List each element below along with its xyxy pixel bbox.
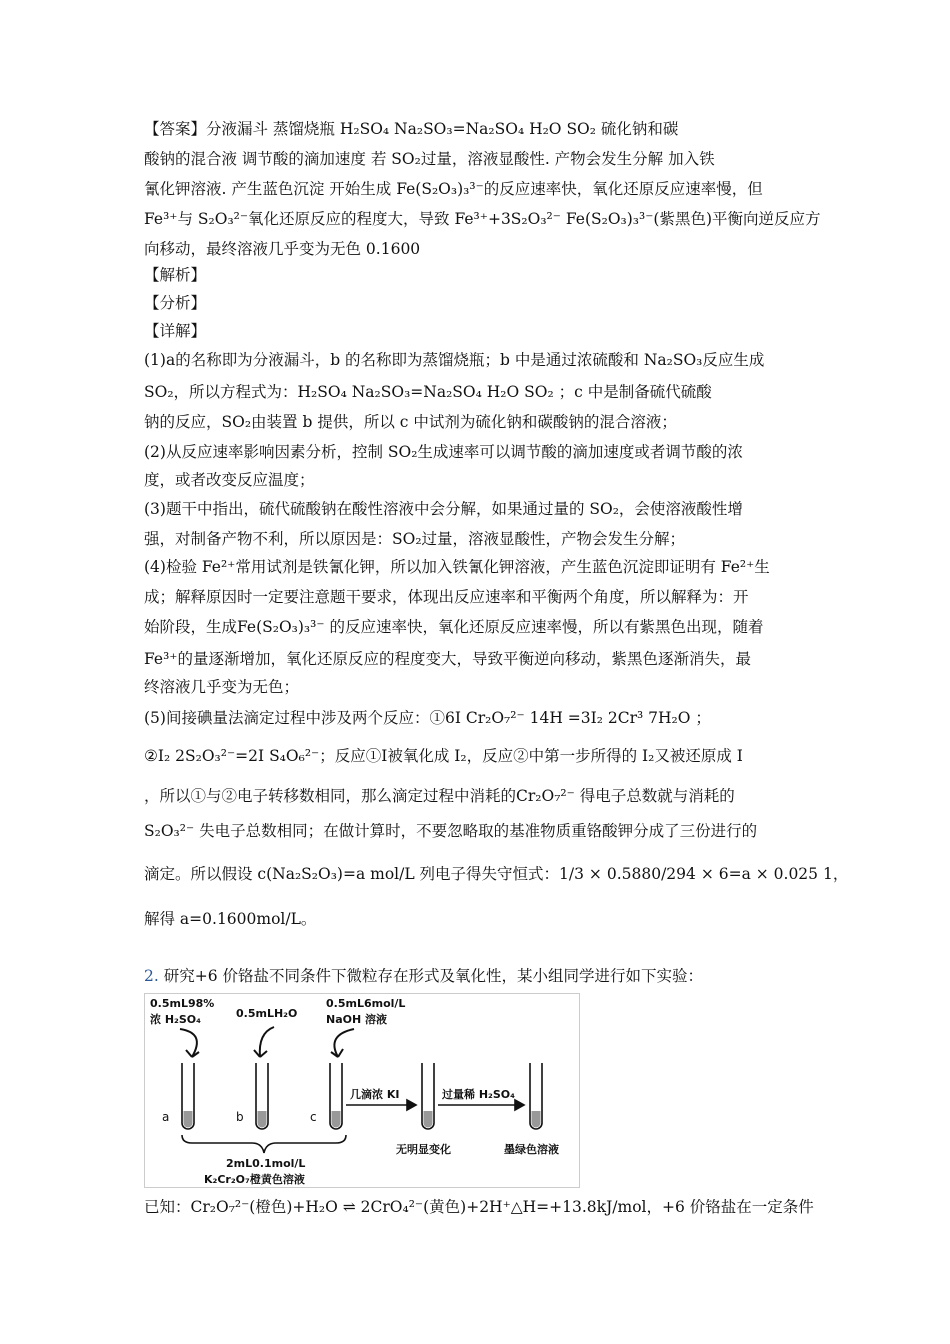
question-text: 研究+6 价铬盐不同条件下微粒存在形式及氧化性，某小组同学进行如下实验：: [163, 967, 704, 985]
result2-label: 墨绿色溶液: [504, 1143, 559, 1156]
text-line: SO₂，所以方程式为：H₂SO₄ Na₂SO₃=Na₂SO₄ H₂O SO₂ ；c 中是制备硫代硫酸: [144, 383, 712, 401]
text-line: 氰化钾溶液. 产生蓝色沉淀 开始生成 Fe(S₂O₃)₃³⁻的反应速率快，氧化还原反应速率慢，但: [144, 180, 763, 198]
text-line: 滴定。所以假设 c(Na₂S₂O₃)=a mol/L 列电子得失守恒式：1/3 × 0.5880/294 × 6=a × 0.025 1，: [144, 865, 849, 883]
section-label: 【分析】: [144, 294, 207, 312]
text-line: 强，对制备产物不利，所以原因是：SO₂过量，溶液显酸性，产物会发生分解；: [144, 530, 686, 548]
known-info-line: 已知：Cr₂O₇²⁻(橙色)+H₂O ⇌ 2CrO₄²⁻(黄色)+2H⁺△H=+13.8kJ/mol，+6 价铬盐在一定条件: [144, 1198, 814, 1216]
tube-label-c: c: [310, 1110, 317, 1124]
question-2-heading: [144, 965, 703, 987]
step1-label: 几滴浓 KI: [350, 1088, 400, 1101]
text-line: 酸钠的混合液 调节酸的滴加速度 若 SO₂过量，溶液显酸性. 产物会发生分解 加入铁: [144, 150, 715, 168]
liquid-result2: [532, 1111, 541, 1128]
experiment-diagram: [144, 993, 580, 1188]
reagent-b-label: 0.5mLH₂O: [236, 1007, 298, 1020]
reagent-c-line2: NaOH 溶液: [326, 1013, 388, 1026]
tube-label-a: a: [162, 1110, 170, 1124]
reagent-c-line1: 0.5mL6mol/L: [326, 997, 406, 1010]
text-line: (1)a的名称即为分液漏斗，b 的名称即为蒸馏烧瓶；b 中是通过浓硫酸和 Na₂SO₃反应生成: [144, 351, 765, 369]
text-line: 【答案】分液漏斗 蒸馏烧瓶 H₂SO₄ Na₂SO₃=Na₂SO₄ H₂O SO₂ 硫化钠和碳: [144, 120, 679, 138]
text-line: 始阶段，生成Fe(S₂O₃)₃³⁻ 的反应速率快，氧化还原反应速率慢，所以有紫黑色出现，随着: [144, 618, 764, 636]
text-line: (5)间接碘量法滴定过程中涉及两个反应：①6I Cr₂O₇²⁻ 14H =3I₂ 2Cr³ 7H₂O ；: [144, 709, 711, 727]
text-line: (3)题干中指出，硫代硫酸钠在酸性溶液中会分解，如果通过量的 SO₂，会使溶液酸性增: [144, 500, 743, 518]
reagent-a-line2: 浓 H₂SO₄: [150, 1013, 201, 1026]
liquid-a: [184, 1111, 193, 1128]
section-label: 【详解】: [144, 322, 207, 340]
reagent-a-line1: 0.5mL98%: [150, 997, 215, 1010]
text-line: S₂O₃²⁻ 失电子总数相同；在做计算时，不要忽略取的基准物质重铬酸钾分成了三份进行的: [144, 822, 758, 840]
section-label: 【解析】: [144, 266, 207, 284]
bottom-label-line2: K₂Cr₂O₇橙黄色溶液: [204, 1173, 305, 1186]
step2-label: 过量稀 H₂SO₄: [442, 1088, 515, 1101]
text-line: 钠的反应，SO₂由装置 b 提供，所以 c 中试剂为硫化钠和碳酸钠的混合溶液；: [144, 413, 677, 431]
text-line: 终溶液几乎变为无色；: [144, 678, 300, 696]
result1-label: 无明显变化: [396, 1143, 451, 1156]
text-line: 度，或者改变反应温度；: [144, 471, 315, 489]
text-line: (4)检验 Fe²⁺常用试剂是铁氰化钾，所以加入铁氰化钾溶液，产生蓝色沉淀即证明有 Fe²⁺生: [144, 558, 770, 576]
text-line: (2)从反应速率影响因素分析，控制 SO₂生成速率可以调节酸的滴加速度或者调节酸的浓: [144, 443, 743, 461]
liquid-c: [332, 1111, 341, 1128]
bottom-label-line1: 2mL0.1mol/L: [226, 1157, 306, 1170]
text-line: 解得 a=0.1600mol/L。: [144, 910, 317, 928]
text-line: ②I₂ 2S₂O₃²⁻=2I S₄O₆²⁻；反应①I被氧化成 I₂，反应②中第一步所得的 I₂又被还原成 I: [144, 747, 743, 765]
liquid-b: [258, 1111, 267, 1128]
text-line: ，所以①与②电子转移数相同，那么滴定过程中消耗的Cr₂O₇²⁻ 得电子总数就与消耗的: [144, 787, 735, 805]
text-line: Fe³⁺的量逐渐增加，氧化还原反应的程度变大，导致平衡逆向移动，紫黑色逐渐消失，最: [144, 650, 751, 668]
liquid-result1: [424, 1111, 433, 1128]
question-number: 2.: [144, 967, 159, 985]
text-line: 向移动，最终溶液几乎变为无色 0.1600: [144, 240, 421, 258]
text-line: Fe³⁺与 S₂O₃²⁻氧化还原反应的程度大，导致 Fe³⁺+3S₂O₃²⁻ Fe(S₂O₃)₃³⁻(紫黑色)平衡向逆反应方: [144, 210, 821, 228]
tube-label-b: b: [236, 1110, 244, 1124]
text-line: 成；解释原因时一定要注意题干要求，体现出反应速率和平衡两个角度，所以解释为：开: [144, 588, 749, 606]
